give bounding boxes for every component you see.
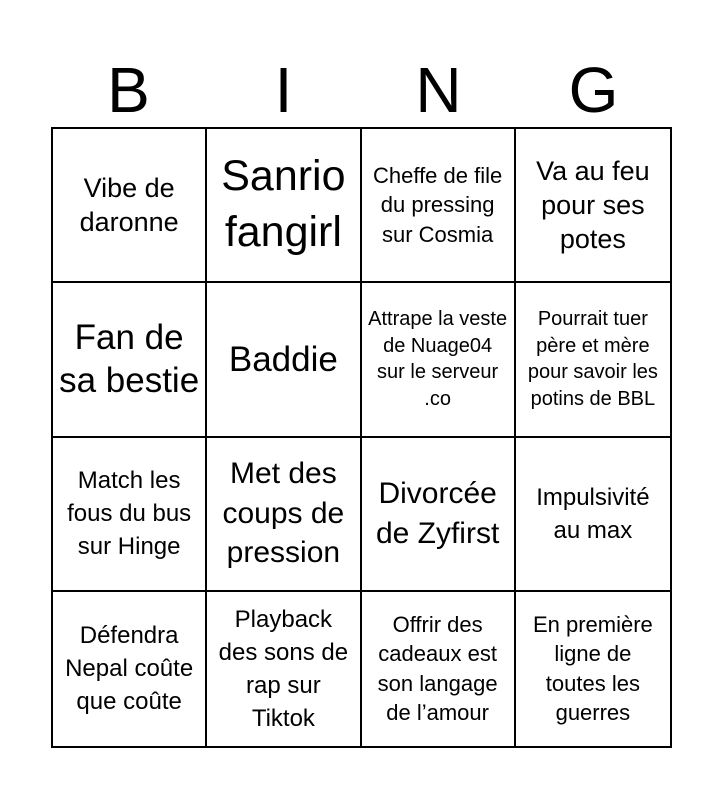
bingo-cell[interactable]: [362, 592, 516, 746]
bingo-cell-text: Impulsivité au max: [536, 483, 650, 544]
bingo-header: [51, 52, 671, 128]
bingo-cell[interactable]: [362, 129, 516, 283]
bingo-cell[interactable]: [516, 283, 670, 437]
bingo-cell-text: Attrape la veste de Nuage04 sur le serveur .co: [368, 308, 508, 410]
bingo-cell-text: Vibe de daronne: [79, 172, 179, 238]
bingo-cell[interactable]: [53, 438, 207, 592]
bingo-cell-text: Offrir des cadeaux est son langage de l’amour: [377, 611, 498, 726]
header-letter-i: I: [274, 54, 293, 126]
bingo-grid: [51, 127, 672, 748]
bingo-cell-text: Met des coups de pression: [222, 457, 345, 570]
bingo-cell-text: Va au feu pour ses potes: [536, 155, 650, 255]
bingo-cell-text: Cheffe de file du pressing sur Cosmia: [373, 162, 503, 247]
bingo-cell-text: Sanrio fangirl: [221, 152, 346, 257]
bingo-cell-text: Baddie: [228, 339, 338, 379]
bingo-cell-text: Défendra Nepal coûte que coûte: [65, 622, 194, 716]
bingo-cell[interactable]: [207, 438, 361, 592]
bingo-cell-text: Fan de sa bestie: [59, 318, 200, 401]
header-letter-n: N: [415, 54, 462, 126]
bingo-cell-text: Playback des sons de rap sur Tiktok: [218, 605, 349, 732]
bingo-cell[interactable]: [516, 438, 670, 592]
bingo-cell[interactable]: [207, 283, 361, 437]
header-letter-g: G: [568, 54, 619, 126]
bingo-cell[interactable]: [516, 129, 670, 283]
bingo-cell-text: Divorcée de Zyfirst: [375, 477, 500, 550]
bingo-cell[interactable]: [207, 592, 361, 746]
bingo-cell[interactable]: [207, 129, 361, 283]
bingo-cell[interactable]: [362, 283, 516, 437]
bingo-cell[interactable]: [516, 592, 670, 746]
bingo-cell-text: Pourrait tuer père et mère pour savoir les potins de BBL: [527, 308, 658, 410]
bingo-cell[interactable]: [53, 129, 207, 283]
bingo-cell-text: Match les fous du bus sur Hinge: [67, 466, 192, 561]
bingo-cell[interactable]: [53, 592, 207, 746]
bingo-cell[interactable]: [362, 438, 516, 592]
bingo-cell[interactable]: [53, 283, 207, 437]
header-letter-b: B: [107, 54, 150, 126]
bingo-cell-text: En première ligne de toutes les guerres: [532, 611, 653, 726]
